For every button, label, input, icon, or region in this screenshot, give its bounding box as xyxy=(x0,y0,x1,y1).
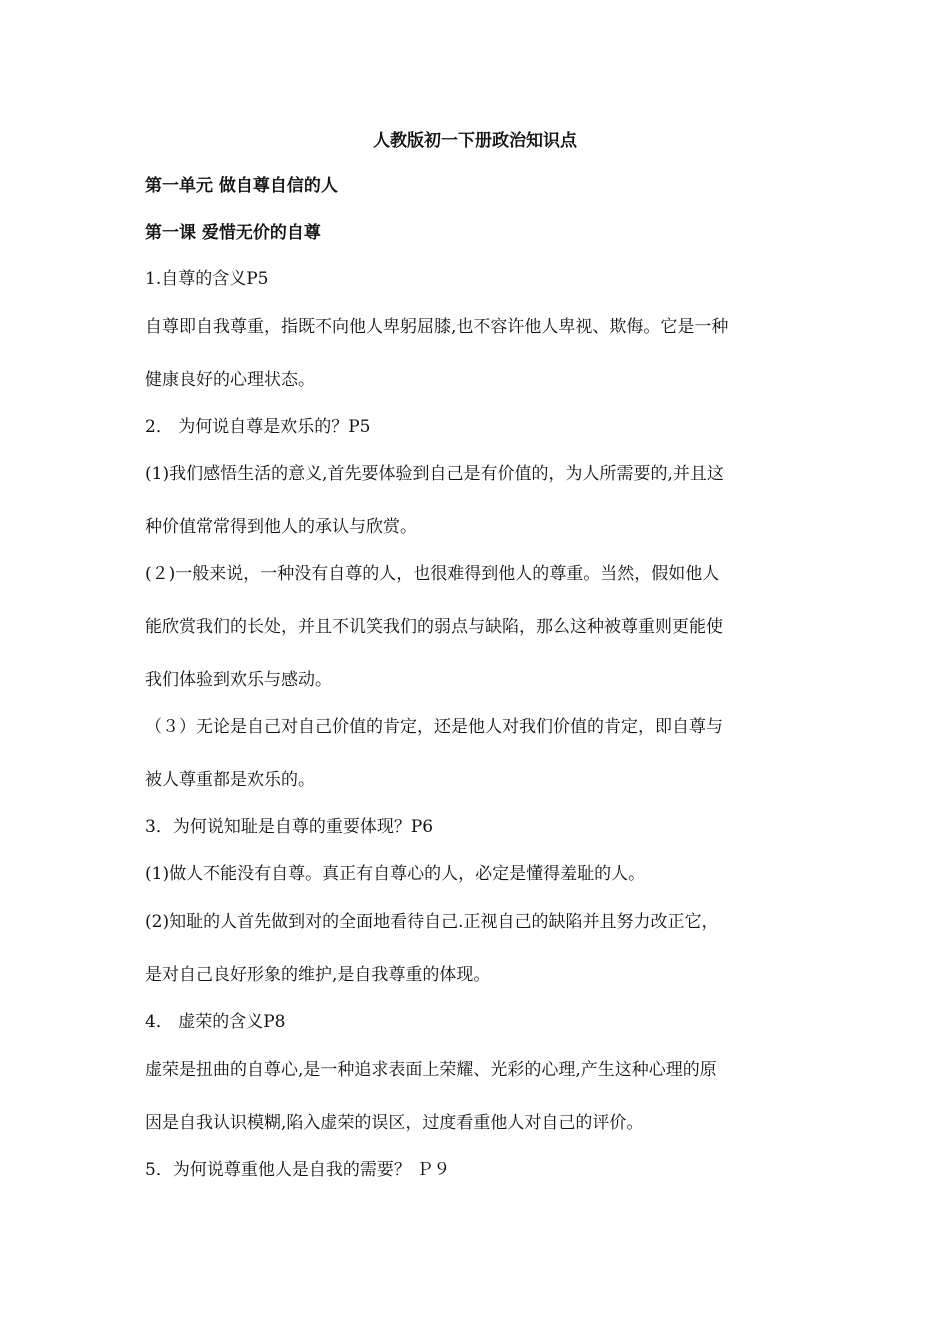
text-line: 种价值常常得到他人的承认与欣赏。 xyxy=(145,517,417,537)
section-heading-3: 3．为何说知耻是自尊的重要体现？P6 xyxy=(145,817,434,837)
text-line: 因是自我认识模糊,陷入虚荣的误区，过度看重他人对自己的评价。 xyxy=(145,1113,644,1133)
text-line: (1)做人不能没有自尊。真正有自尊心的人，必定是懂得羞耻的人。 xyxy=(145,864,646,884)
text-line: 是对自己良好形象的维护,是自我尊重的体现。 xyxy=(145,965,491,985)
lesson-heading: 第一课 爱惜无价的自尊 xyxy=(145,223,321,243)
text-line: 自尊即自我尊重，指既不向他人卑躬屈膝,也不容许他人卑视、欺侮。它是一种 xyxy=(145,317,729,337)
section-heading-4: 4． 虚荣的含义P8 xyxy=(145,1012,286,1032)
text-line: 我们体验到欢乐与感动。 xyxy=(145,670,332,690)
text-line: (２)一般来说，一种没有自尊的人，也很难得到他人的尊重。当然，假如他人 xyxy=(145,564,720,584)
text-line: (2)知耻的人首先做到对的全面地看待自己.正视自己的缺陷并且努力改正它， xyxy=(145,912,719,932)
text-line: 虚荣是扭曲的自尊心,是一种追求表面上荣耀、光彩的心理,产生这种心理的原 xyxy=(145,1060,717,1080)
text-line: 健康良好的心理状态。 xyxy=(145,370,315,390)
text-line: 被人尊重都是欢乐的。 xyxy=(145,770,315,790)
text-line: (1)我们感悟生活的意义,首先要体验到自己是有价值的，为人所需要的,并且这 xyxy=(145,464,724,484)
section-heading-2: 2． 为何说自尊是欢乐的？P5 xyxy=(145,417,371,437)
section-heading-1: 1.自尊的含义P5 xyxy=(145,269,269,289)
text-line: （３）无论是自己对自己价值的肯定，还是他人对我们价值的肯定，即自尊与 xyxy=(145,717,723,737)
document-title: 人教版初一下册政治知识点 xyxy=(373,131,577,151)
unit-heading: 第一单元 做自尊自信的人 xyxy=(145,176,338,196)
section-heading-5: 5．为何说尊重他人是自我的需要？ Ｐ９ xyxy=(145,1160,451,1180)
text-line: 能欣赏我们的长处，并且不讥笑我们的弱点与缺陷，那么这种被尊重则更能使 xyxy=(145,617,723,637)
